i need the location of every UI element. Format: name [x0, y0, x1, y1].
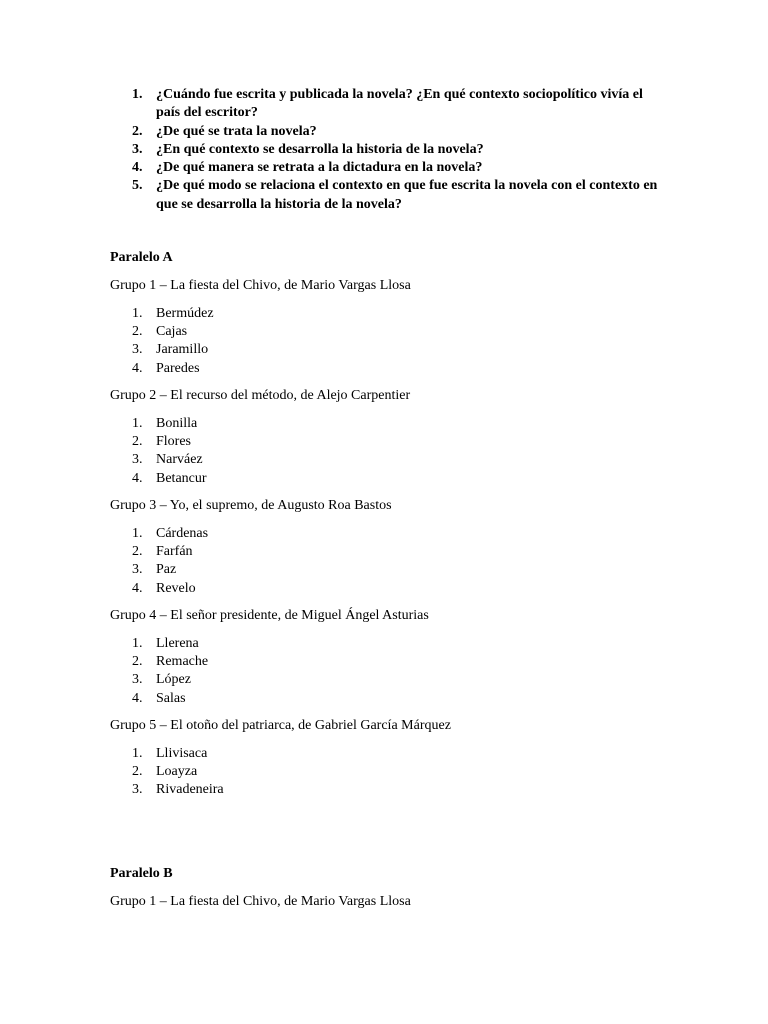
member-name: Loayza	[156, 764, 198, 780]
member-number: 1.	[132, 746, 143, 761]
member-item	[110, 671, 208, 689]
member-name: Remache	[156, 654, 209, 670]
paralelo-b-group-1-title: Grupo 1 – La fiesta del Chivo, de Mario Vargas Llosa	[110, 894, 411, 909]
group-3-members	[110, 525, 208, 598]
member-number: 2.	[132, 654, 143, 670]
member-number: 2.	[132, 324, 143, 340]
member-name: Cajas	[156, 324, 188, 340]
member-name: Narváez	[156, 452, 203, 468]
member-item	[110, 635, 208, 653]
member-item	[110, 323, 214, 341]
member-number: 3.	[132, 452, 143, 468]
member-number: 4.	[132, 470, 143, 486]
questions-list	[110, 86, 670, 214]
question-item	[110, 141, 670, 159]
group-3-title: Grupo 3 – Yo, el supremo, de Augusto Roa Bastos	[110, 498, 392, 513]
member-item	[110, 781, 224, 799]
question-number: 5.	[132, 178, 143, 194]
member-name: Flores	[156, 434, 191, 450]
member-item	[110, 525, 208, 543]
member-number: 4.	[132, 360, 143, 376]
group-1-title: Grupo 1 – La fiesta del Chivo, de Mario Vargas Llosa	[110, 278, 411, 293]
group-2-title: Grupo 2 – El recurso del método, de Alejo Carpentier	[110, 388, 411, 403]
paralelo-b-title: Paralelo B	[110, 866, 173, 881]
member-name: Llivisaca	[156, 746, 208, 761]
member-name: Bonilla	[156, 416, 198, 431]
question-text: ¿Cuándo fue escrita y publicada la novela? ¿En qué contexto sociopolítico vivía el país del escritor?	[156, 87, 643, 121]
group-4-members	[110, 635, 208, 708]
member-name: Paredes	[156, 360, 200, 376]
group-5-members	[110, 745, 224, 800]
member-item	[110, 745, 224, 763]
question-text: ¿De qué se trata la novela?	[156, 123, 317, 139]
member-number: 2.	[132, 434, 143, 450]
member-name: Llerena	[156, 636, 199, 651]
group-1-members	[110, 305, 214, 378]
member-number: 1.	[132, 306, 143, 321]
member-name: Rivadeneira	[156, 782, 224, 798]
member-name: Betancur	[156, 470, 207, 486]
member-number: 1.	[132, 526, 143, 541]
member-item	[110, 360, 214, 378]
member-item	[110, 543, 208, 561]
member-name: Farfán	[156, 544, 193, 560]
question-text: ¿De qué manera se retrata a la dictadura en la novela?	[156, 160, 483, 176]
member-item	[110, 470, 207, 488]
member-number: 2.	[132, 544, 143, 560]
question-item	[110, 177, 670, 214]
member-number: 3.	[132, 672, 143, 688]
member-item	[110, 433, 207, 451]
member-number: 4.	[132, 690, 143, 706]
member-item	[110, 653, 208, 671]
member-item	[110, 341, 214, 359]
question-number: 4.	[132, 160, 143, 176]
paralelo-a-title: Paralelo A	[110, 250, 173, 265]
group-5-title: Grupo 5 – El otoño del patriarca, de Gabriel García Márquez	[110, 718, 451, 733]
question-number: 3.	[132, 141, 143, 157]
question-item	[110, 86, 670, 123]
group-4-title: Grupo 4 – El señor presidente, de Miguel Ángel Asturias	[110, 608, 429, 623]
member-item	[110, 415, 207, 433]
question-item	[110, 123, 670, 141]
member-name: Paz	[156, 562, 177, 578]
member-number: 3.	[132, 562, 143, 578]
member-number: 3.	[132, 782, 143, 798]
member-name: Jaramillo	[156, 342, 209, 358]
question-item	[110, 159, 670, 177]
member-number: 1.	[132, 416, 143, 431]
member-name: López	[156, 672, 191, 688]
member-item	[110, 763, 224, 781]
question-text: ¿De qué modo se relaciona el contexto en que fue escrita la novela con el contexto en que se desarrolla la historia de la novela?	[156, 178, 658, 212]
member-item	[110, 690, 208, 708]
member-number: 4.	[132, 580, 143, 596]
question-number: 1.	[132, 87, 143, 102]
group-2-members	[110, 415, 207, 488]
member-item	[110, 580, 208, 598]
member-item	[110, 451, 207, 469]
member-item	[110, 561, 208, 579]
member-number: 3.	[132, 342, 143, 358]
member-name: Bermúdez	[156, 306, 214, 321]
member-name: Revelo	[156, 580, 196, 596]
member-number: 2.	[132, 764, 143, 780]
member-item	[110, 305, 214, 323]
question-text: ¿En qué contexto se desarrolla la historia de la novela?	[156, 141, 484, 157]
question-number: 2.	[132, 123, 143, 139]
member-name: Salas	[156, 690, 186, 706]
member-number: 1.	[132, 636, 143, 651]
member-name: Cárdenas	[156, 526, 209, 541]
